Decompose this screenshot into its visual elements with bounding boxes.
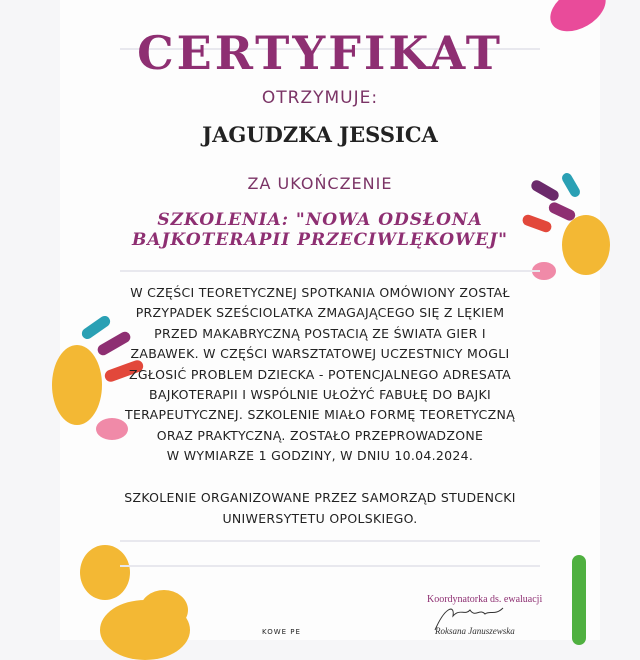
- recipient-label: OTRZYMUJE:: [261, 88, 379, 108]
- organizer-line: UNIWERSYTETU OPOLSKIEGO.: [222, 511, 418, 526]
- coordinator-label: Koordynatorka ds. ewaluacji: [427, 594, 543, 605]
- organizer-paragraph: [0, 487, 640, 529]
- description-line: TERAPEUTYCZNEJ. SZKOLENIE MIAŁO FORMĘ TEORETYCZNĄ: [125, 407, 515, 423]
- description-line: W WYMIARZE 1 GODZINY, W DNIU 10.04.2024.: [166, 448, 474, 464]
- organizer-line: SZKOLENIE ORGANIZOWANE PRZEZ SAMORZĄD STUDENCKI: [124, 490, 516, 505]
- background-text-line: [120, 565, 540, 567]
- certificate-title: CERTYFIKAT: [137, 26, 503, 80]
- description-line: W CZĘŚCI TEORETYCZNEJ SPOTKANIA OMÓWIONY ZOSTAŁ: [130, 285, 510, 300]
- description-line: PRZYPADEK SZEŚCIOLATKA ZMAGAJĄCEGO SIĘ Z LĘKIEM: [135, 305, 505, 321]
- completion-label: ZA UKOŃCZENIE: [247, 174, 393, 193]
- description-line: BAJKOTERAPII I WSPÓLNIE UŁOŻYĆ FABUŁĘ DO BAJKI: [149, 387, 491, 403]
- course-title-line: SZKOLENIA: "NOWA ODSŁONA: [157, 210, 483, 230]
- description-line: ORAZ PRAKTYCZNĄ. ZOSTAŁO PRZEPROWADZONE: [156, 427, 484, 443]
- course-title: [0, 210, 640, 250]
- background-text-line: [120, 270, 540, 272]
- description-line: PRZED MAKABRYCZNĄ POSTACIĄ ZE ŚWIATA GIER I: [154, 325, 486, 341]
- stamp: KOWE PE: [262, 628, 301, 636]
- description-paragraph: [0, 283, 640, 467]
- description-line: ZABAWEK. W CZĘŚCI WARSZTATOWEJ UCZESTNICY MOGLI: [130, 346, 510, 362]
- background-text-line: [120, 540, 540, 542]
- description-line: ZGŁOSIĆ PROBLEM DZIECKA - POTENCJALNEGO ADRESATA: [128, 366, 512, 382]
- recipient-name: JAGUDZKA JESSICA: [202, 122, 438, 147]
- coordinator-name: Roksana Januszewska: [435, 626, 515, 636]
- course-title-line: BAJKOTERAPII PRZECIWLĘKOWEJ": [131, 230, 509, 250]
